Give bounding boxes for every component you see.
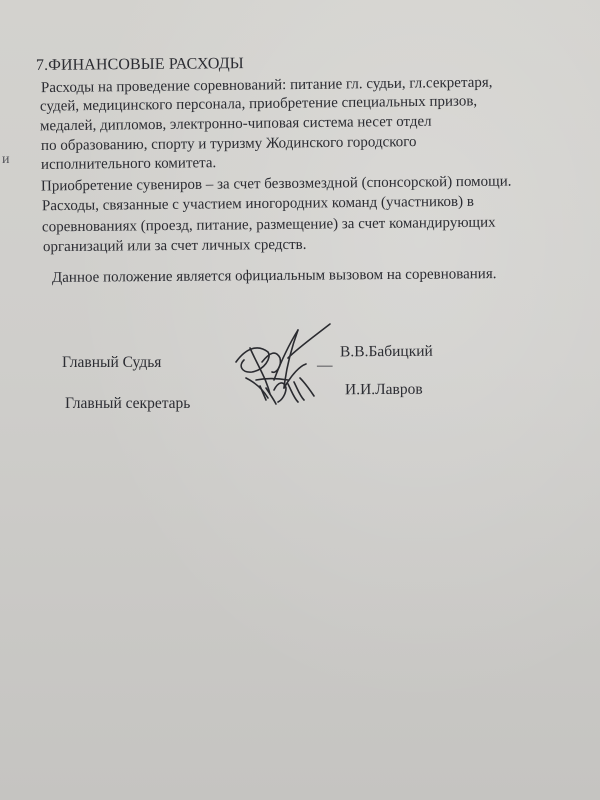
body-line-5: исполнительного комитета. bbox=[40, 155, 217, 173]
chief-judge-label: Главный Судья bbox=[62, 354, 162, 371]
chief-secretary-label: Главный секретарь bbox=[65, 395, 191, 412]
edge-mark: и bbox=[2, 152, 10, 167]
chief-judge-name: В.В.Бабицкий bbox=[339, 342, 433, 361]
body-line-7: Расходы, связанные с участием иногородних команд (участников) в bbox=[41, 193, 474, 215]
body-line-2: судей, медицинского персонала, приобретение специальных призов, bbox=[39, 93, 478, 115]
body-line-9: организаций или за счет личных средств. bbox=[42, 236, 307, 256]
signature-dash: — bbox=[317, 357, 333, 374]
official-note: Данное положение является официальным вызовом на соревнования. bbox=[51, 266, 497, 286]
body-line-3: медалей, дипломов, электронно-чиповая система несет отдел bbox=[39, 113, 432, 135]
body-line-1: Расходы на проведение соревнований: питание гл. судьи, гл.секретаря, bbox=[40, 74, 493, 97]
body-line-6: Приобретение сувениров – за счет безвозмездной (спонсорской) помощи. bbox=[40, 173, 512, 195]
body-line-4: по образованию, спорту и туризму Жодинского городского bbox=[40, 134, 417, 154]
body-line-8: соревнованиях (проезд, питание, размещение) за счет командирующих bbox=[41, 214, 496, 236]
handwritten-signature bbox=[228, 318, 338, 410]
section-heading: 7.ФИНАНСОВЫЕ РАСХОДЫ bbox=[35, 55, 244, 74]
chief-secretary-name: И.И.Лавров bbox=[344, 380, 423, 399]
